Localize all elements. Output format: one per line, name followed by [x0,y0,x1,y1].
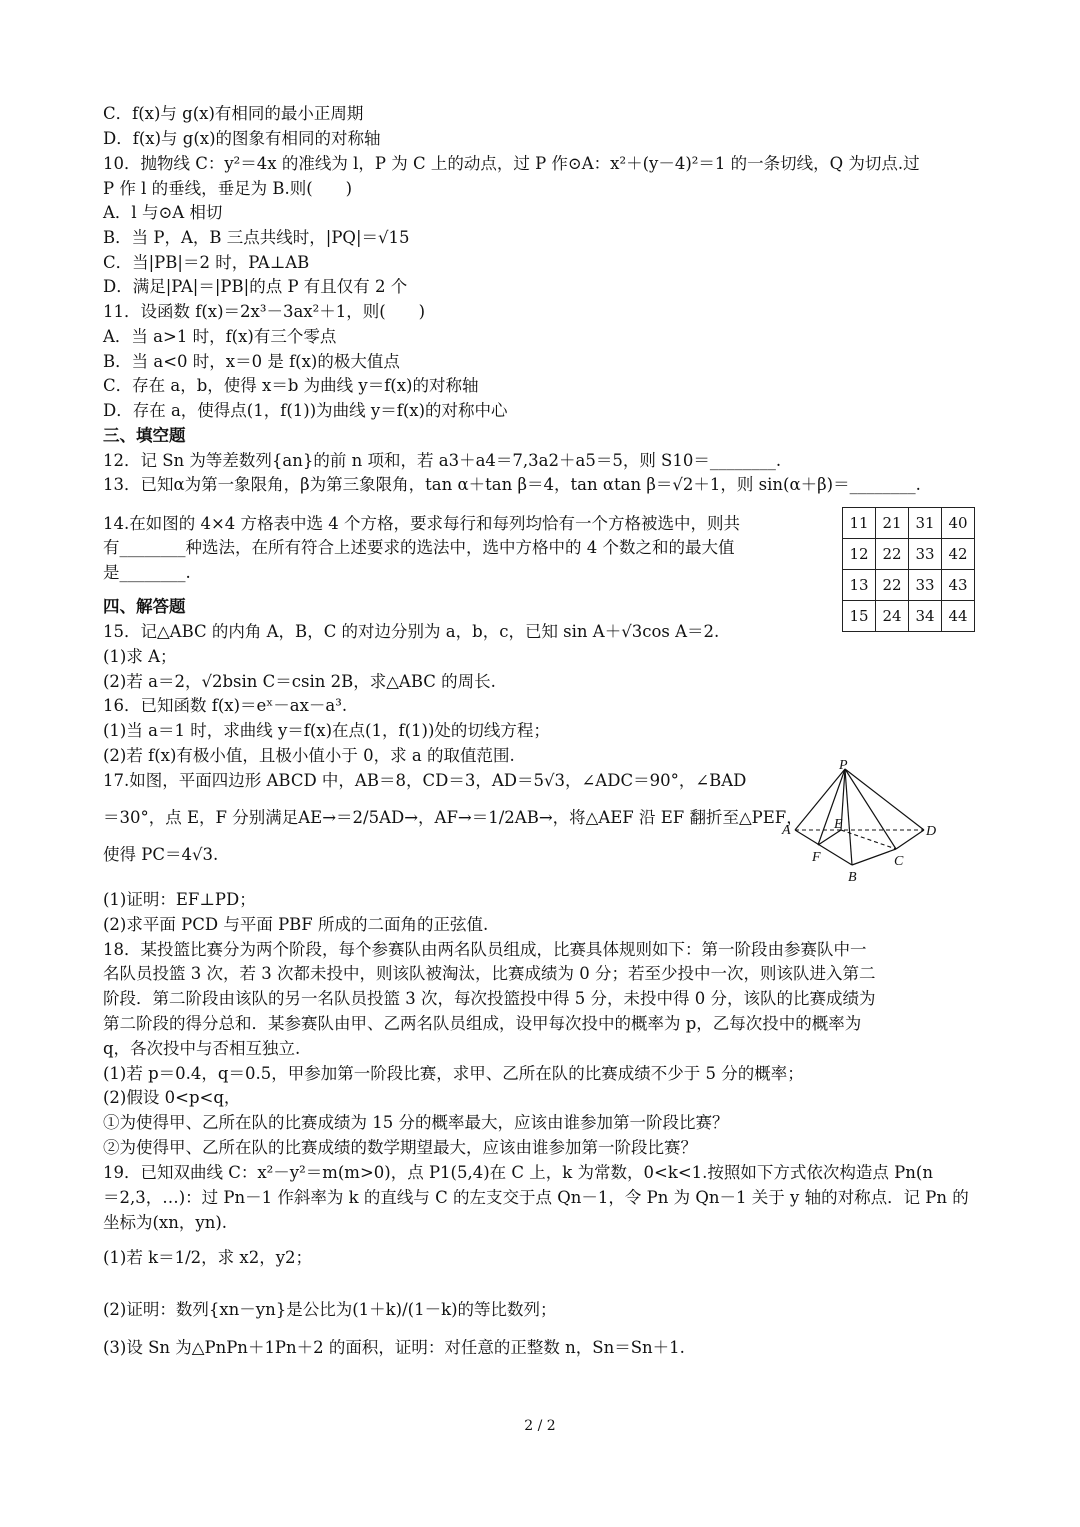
question-18-part1: (1)若 p＝0.4，q＝0.5，甲参加第一阶段比赛，求甲、乙所在队的比赛成绩不少于 5 分的概率； [103,1064,804,1083]
grid-cell: 31 [909,508,942,539]
label-d: D [926,824,937,839]
question-14: 14.在如图的 4×4 方格表中选 4 个方格，要求每行和每列均恰有一个方格被选中，则共 [103,514,741,533]
edge-pf [818,769,845,845]
grid-cell: 40 [942,508,975,539]
option-10a: A．l 与⊙A 相切 [103,203,223,222]
question-11: 11．设函数 f(x)＝2x³－3ax²＋1，则( ) [103,302,426,321]
edge-ec-hidden [841,830,896,849]
grid-cell: 15 [843,601,876,632]
question-17-part1: (1)证明：EF⊥PD； [103,890,256,909]
edge-fe [818,830,841,845]
option-10c: C．当|PB|＝2 时，PA⊥AB [103,253,310,272]
option-10d: D．满足|PA|＝|PB|的点 P 有且仅有 2 个 [103,277,408,296]
section-fill-in: 三、填空题 [103,426,186,445]
grid-cell: 42 [942,539,975,570]
question-19-part2: (2)证明：数列{xn－yn}是公比为(1＋k)/(1－k)的等比数列； [103,1300,557,1319]
label-f: F [812,850,821,865]
question-17: 17.如图，平面四边形 ABCD 中，AB＝8，CD＝3，AD＝5√3，∠ADC＝90°，∠BAD [103,771,747,790]
question-15-part1: (1)求 A； [103,647,177,666]
question-17-part2: (2)求平面 PCD 与平面 PBF 所成的二面角的正弦值. [103,915,489,934]
question-17-cont2: 使得 PC＝4√3. [103,845,219,864]
section-solutions: 四、解答题 [103,597,186,616]
edge-pc [845,769,896,849]
question-18-cont1: 名队员投篮 3 次，若 3 次都未投中，则该队被淘汰，比赛成绩为 0 分；若至少投中一次，则该队进入第二 [103,964,876,983]
option-11b: B．当 a<0 时，x＝0 是 f(x)的极大值点 [103,352,400,371]
number-grid-4x4 [842,507,975,632]
option-11d: D．存在 a，使得点(1，f(1))为曲线 y＝f(x)的对称中心 [103,401,508,420]
option-10b: B．当 P，A，B 三点共线时，|PQ|＝√15 [103,228,410,247]
question-18: 18．某投篮比赛分为两个阶段，每个参赛队由两名队员组成，比赛具体规则如下：第一阶段由参赛队中一 [103,940,867,959]
question-18-cont4: q，各次投中与否相互独立. [103,1039,301,1058]
grid-cell: 24 [876,601,909,632]
question-17-cont: ＝30°，点 E，F 分别满足AE→＝2/5AD→，AF→＝1/2AB→，将△AEF 沿 EF 翻折至△PEF， [103,808,803,827]
edge-ab [795,830,852,865]
question-18-cont2: 阶段．第二阶段由该队的另一名队员投篮 3 次，每次投篮投中得 5 分，未投中得 0 分，该队的比赛成绩为 [103,989,876,1008]
question-12: 12．记 Sn 为等差数列{an}的前 n 项和，若 a3＋a4＝7,3a2＋a5＝5，则 S10＝________. [103,451,782,470]
question-18-part2-ii: ②为使得甲、乙所在队的比赛成绩的数学期望最大，应该由谁参加第一阶段比赛？ [103,1138,697,1157]
label-b: B [848,870,857,885]
grid-cell: 43 [942,570,975,601]
edge-pb [845,769,852,865]
grid-cell: 44 [942,601,975,632]
option-11a: A．当 a>1 时，f(x)有三个零点 [103,327,337,346]
grid-cell: 21 [876,508,909,539]
label-c: C [894,854,904,869]
edge-bc [852,849,896,865]
pyramid-figure [778,757,943,887]
question-19: 19．已知双曲线 C：x²－y²＝m(m>0)，点 P1(5,4)在 C 上，k 为常数，0<k<1.按照如下方式依次构造点 Pn(n [103,1163,933,1182]
edge-pd [845,769,924,830]
label-p: P [839,758,848,773]
grid-cell: 11 [843,508,876,539]
question-18-cont3: 第二阶段的得分总和．某参赛队由甲、乙两名队员组成，设甲每次投中的概率为 p，乙每次投中的概率为 [103,1014,862,1033]
question-15: 15．记△ABC 的内角 A，B，C 的对边分别为 a，b，c，已知 sin A＋√3cos A＝2. [103,622,720,641]
edge-cd [896,830,924,849]
grid-cell: 12 [843,539,876,570]
question-10-cont: P 作 l 的垂线，垂足为 B.则( ) [103,179,353,198]
grid-cell: 33 [909,539,942,570]
question-18-part2: (2)假设 0<p<q， [103,1088,241,1107]
option-11c: C．存在 a，b，使得 x＝b 为曲线 y＝f(x)的对称轴 [103,376,479,395]
label-a: A [782,823,791,838]
option-9c: C．f(x)与 g(x)有相同的最小正周期 [103,104,364,123]
question-19-part3: (3)设 Sn 为△PnPn＋1Pn＋2 的面积，证明：对任意的正整数 n，Sn＝Sn＋1. [103,1338,685,1357]
page-number: 2 / 2 [524,1418,556,1434]
question-16: 16．已知函数 f(x)＝eˣ－ax－a³. [103,696,348,715]
question-15-part2: (2)若 a＝2，√2bsin C＝csin 2B，求△ABC 的周长. [103,672,496,691]
grid-cell: 22 [876,570,909,601]
question-16-part2: (2)若 f(x)有极小值，且极小值小于 0，求 a 的取值范围. [103,746,515,765]
question-18-part2-i: ①为使得甲、乙所在队的比赛成绩为 15 分的概率最大，应该由谁参加第一阶段比赛？ [103,1113,729,1132]
question-14-cont2: 是________. [103,563,191,582]
question-19-part1: (1)若 k＝1/2，求 x2，y2； [103,1248,313,1267]
label-e: E [834,817,843,832]
question-13: 13．已知α为第一象限角，β为第三象限角，tan α＋tan β＝4，tan αtan β＝√2＋1，则 sin(α＋β)＝________. [103,475,921,494]
question-10: 10．抛物线 C：y²＝4x 的准线为 l，P 为 C 上的动点，过 P 作⊙A：x²＋(y－4)²＝1 的一条切线，Q 为切点.过 [103,154,920,173]
grid-cell: 13 [843,570,876,601]
question-19-cont2: 坐标为(xn，yn). [103,1213,227,1232]
option-9d: D．f(x)与 g(x)的图象有相同的对称轴 [103,129,381,148]
question-14-cont: 有________种选法，在所有符合上述要求的选法中，选中方格中的 4 个数之和的最大值 [103,538,735,557]
question-16-part1: (1)当 a＝1 时，求曲线 y＝f(x)在点(1，f(1))处的切线方程； [103,721,550,740]
grid-cell: 22 [876,539,909,570]
grid-cell: 34 [909,601,942,632]
question-19-cont1: ＝2,3，…)：过 Pn－1 作斜率为 k 的直线与 C 的左支交于点 Qn－1，令 Pn 为 Qn－1 关于 y 轴的对称点．记 Pn 的 [103,1188,969,1207]
grid-cell: 33 [909,570,942,601]
